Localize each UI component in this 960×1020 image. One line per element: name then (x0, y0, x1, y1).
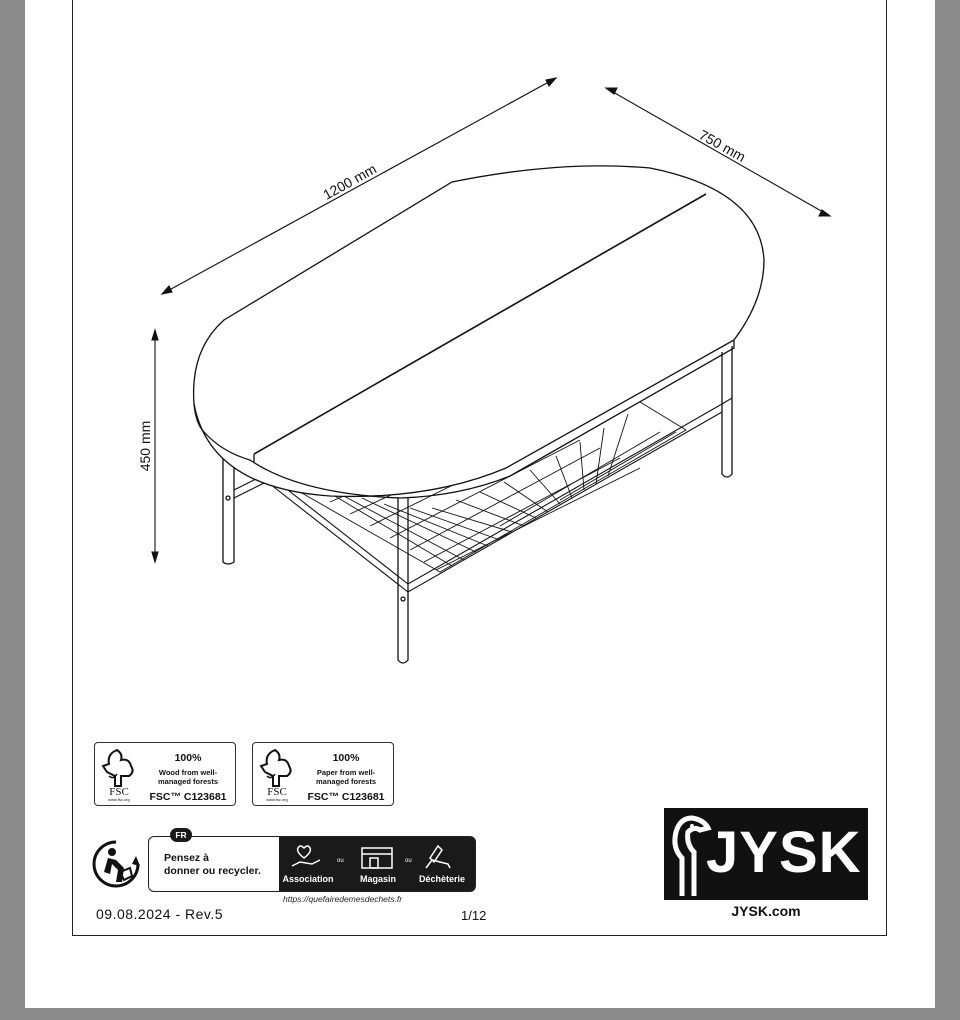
jysk-website[interactable]: JYSK.com (731, 903, 801, 919)
fsc-paper-label (252, 742, 394, 806)
separator-ou-2: ou (405, 858, 412, 864)
dim-length-label: 1200 mm (320, 160, 379, 203)
page-number: 1/12 (461, 908, 487, 923)
svg-text:FSC: FSC (267, 786, 287, 798)
fsc-wood-label (94, 742, 236, 806)
recycling-message-line1: Pensez à (164, 852, 209, 864)
option-decheterie: Déchèterie (418, 874, 466, 884)
recycling-message-line2: donner ou recycler. (164, 865, 261, 877)
fsc-description: Paper from well-managed forests (315, 768, 377, 786)
jysk-logo-text: JYSK (706, 820, 862, 885)
revision-date: 09.08.2024 - Rev.5 (96, 906, 224, 922)
fsc-code: FSC™ C123681 (149, 791, 227, 803)
fsc-code: FSC™ C123681 (307, 791, 385, 803)
triman-recycle-icon (90, 838, 142, 890)
dim-width-label: 750 mm (696, 126, 749, 165)
fsc-tree-icon (257, 746, 297, 802)
recycling-icons (290, 842, 470, 872)
svg-text:FSC: FSC (109, 786, 129, 798)
fsc-percent: 100% (332, 752, 360, 764)
option-association: Association (282, 874, 334, 884)
recycling-message (164, 852, 261, 878)
dim-height-label: 450 mm (137, 420, 153, 472)
fsc-description: Wood from well-managed forests (157, 768, 219, 786)
heart-hand-icon (298, 846, 311, 858)
separator-ou-1: ou (337, 858, 344, 864)
country-badge: FR (170, 828, 192, 842)
svg-text:www.fsc.org: www.fsc.org (108, 797, 130, 802)
fsc-tree-icon (99, 746, 139, 802)
fsc-percent: 100% (174, 752, 202, 764)
svg-text:www.fsc.org: www.fsc.org (266, 797, 288, 802)
option-magasin: Magasin (359, 874, 396, 884)
recycling-url[interactable]: https://quefairedemesdechets.fr (283, 894, 403, 904)
tabletop (194, 166, 764, 498)
